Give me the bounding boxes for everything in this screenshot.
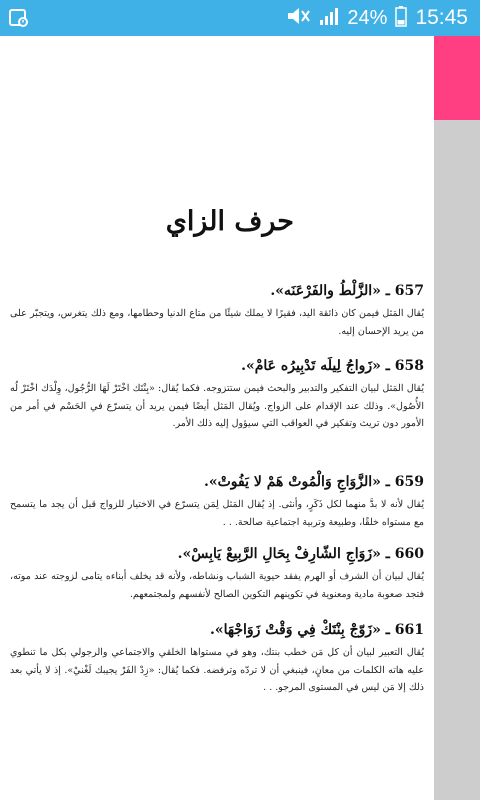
scrollbar-track[interactable] bbox=[434, 36, 480, 800]
entry-heading: 658 ـ «زَواجُ لِيلَه تَدْبِيرُه عَامْ». bbox=[241, 358, 424, 374]
entry-body: يُقال التعبير لبيان أن كل مَن خطب بنتك، وهو في مستواها الخلقي والاجتماعي والرجولي بكل ما تنطوي عليه هاته الكلمات من معانٍ، فينبغي أن لا تردّه وترفضه. فكما يُقال: «زِدْ الفَرْ يجيبك لَغْنيْ». إذ لا يأتي بعد ذلك إلا مَن ليس في المستوى المرجو. . . bbox=[10, 647, 424, 693]
entry-body: يُقال لأنه لا بدَّ منهما لكل ذَكَرٍ، وأنثى. إذ يُقال المَثل لِمَن يتسرّع في الاختيار للزواج قبل أن يجد ما يتسمح مع مستواه خلقًا، وطبيعة وتربية اجتماعية صالحة. . . bbox=[10, 499, 424, 528]
proverb-entry-657 bbox=[10, 283, 424, 340]
entry-body: يُقال المَثل لبيان التفكير والتدبير والبحث فيمن ستتزوجه. فكما يُقال: «بِنْتَك اخْتَرْ لَهَا الرُّجُول، وِلْدَك اخْتَرْ لُه الأُصُول». وذلك عند الإقدام على الزواج. ويُقال المَثل أيضًا فيمن يريد أن يتسرّع في الحَسْم في أمر من الأمور دون تريث وتفكير في العواقب التي سيؤول إليه ذلك الأمر. bbox=[10, 383, 424, 429]
battery-percent: 24% bbox=[347, 7, 388, 29]
status-icons bbox=[285, 0, 468, 36]
signal-icon bbox=[319, 6, 339, 31]
entry-body: يُقال المَثل فيمن كان ذائقة اليد، فقيرًا لا يملك شيئًا من متاع الدنيا وحطامها، ومع ذلك يتغرس، ويتجبّر على من يريد الإحسان إليه. bbox=[10, 308, 424, 337]
entry-heading: 657 ـ «الزَّلْطُ والفَرْعَنَه». bbox=[270, 283, 424, 299]
battery-icon bbox=[395, 5, 407, 32]
entry-body: يُقال لبيان أن الشرف أو الهرم يفقد حيوية الشباب ونشاطه، ولأنه قد يخلف أبناءه يتامى لزوجته عند موته، فتجد صعوبة مادية ومعنوية في تكوينهم التكوين الصالح لأنفسهم ولمجتمعهم. bbox=[10, 571, 424, 600]
entry-heading: 660 ـ «زَوَاجِ الشّارِفْ بِحَالِ الرَّبِيعْ يَابِسْ». bbox=[177, 546, 424, 562]
scrollbar-thumb[interactable] bbox=[434, 36, 480, 120]
gallery-icon bbox=[8, 7, 30, 29]
proverb-entry-659 bbox=[10, 474, 424, 531]
status-bar bbox=[0, 0, 480, 36]
entry-heading: 659 ـ «الزَّوَاجِ وَالْمُوتْ هَمْ لا يَفُوتْ». bbox=[203, 474, 424, 490]
document-page[interactable] bbox=[0, 36, 434, 800]
clock: 15:45 bbox=[415, 6, 468, 29]
proverb-entry-660 bbox=[10, 546, 424, 603]
entry-heading: 661 ـ «زَوّجْ بِنْتَكْ فِي وَقْتْ زَوَاجْهَا». bbox=[209, 622, 424, 638]
proverb-entry-661 bbox=[10, 622, 424, 697]
chapter-title: حرف الزاي bbox=[165, 206, 294, 237]
proverb-entry-658 bbox=[10, 358, 424, 433]
mute-icon bbox=[285, 5, 311, 32]
